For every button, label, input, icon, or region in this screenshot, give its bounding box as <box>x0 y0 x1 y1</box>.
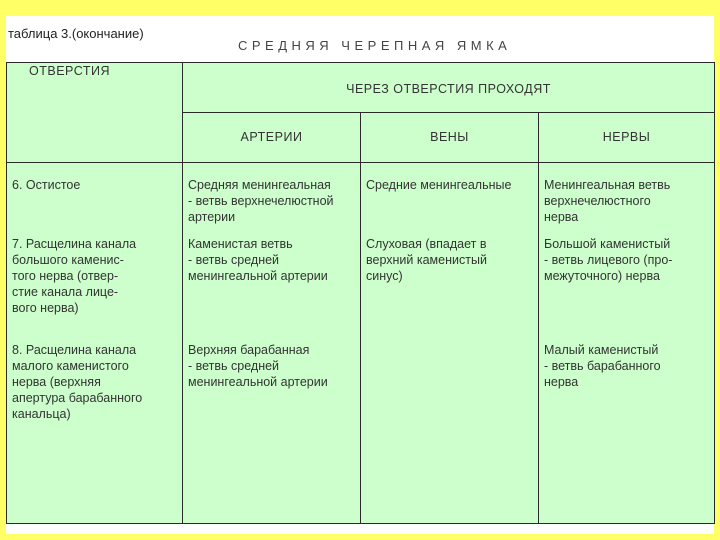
header-openings-cell <box>7 63 183 163</box>
veins-column <box>361 163 539 524</box>
veins-6: Средние менингеальные <box>366 178 512 192</box>
arteries-8: Верхняя барабанная - ветвь средней менингеальной артерии <box>188 343 328 389</box>
table-body-row <box>7 163 715 524</box>
nerves-column <box>539 163 715 524</box>
nerves-7: Большой каменистый - ветвь лицевого (про- межуточного) нерва <box>544 237 673 283</box>
header-arteries: АРТЕРИИ <box>240 130 303 144</box>
openings-column <box>7 163 183 524</box>
table-caption: таблица 3.(окончание) <box>8 26 144 41</box>
arteries-7: Каменистая ветвь - ветвь средней менингеальной артерии <box>188 237 328 283</box>
opening-8: 8. Расщелина канала малого каменистого нерва (верхняя апертура барабанного канальца) <box>12 343 143 421</box>
opening-6: 6. Остистое <box>12 178 81 192</box>
arteries-column <box>183 163 361 524</box>
header-row-1 <box>7 63 715 113</box>
header-veins-cell <box>361 113 539 163</box>
nerves-8: Малый каменистый - ветвь барабанного нерва <box>544 343 661 389</box>
header-passing-through: ЧЕРЕЗ ОТВЕРСТИЯ ПРОХОДЯТ <box>346 82 551 96</box>
table-heading: СРЕДНЯЯ ЧЕРЕПНАЯ ЯМКА <box>238 38 512 53</box>
header-openings: ОТВЕРСТИЯ <box>29 64 110 78</box>
header-nerves-cell <box>539 113 715 163</box>
header-passing-cell <box>183 63 715 113</box>
nerves-6: Менингеальная ветвь верхнечелюстного нерва <box>544 178 671 224</box>
veins-7: Слуховая (впадает в верхний каменистый синус) <box>366 237 487 283</box>
header-arteries-cell <box>183 113 361 163</box>
arteries-6: Средняя менингеальная - ветвь верхнечелюстной артерии <box>188 178 334 224</box>
table-sheet <box>6 16 714 534</box>
header-nerves: НЕРВЫ <box>602 130 651 144</box>
veins-8 <box>366 342 534 442</box>
opening-7: 7. Расщелина канала большого каменис- того нерва (отвер- стие канала лице- вого нерва) <box>12 237 137 315</box>
foramina-table <box>6 62 715 524</box>
header-veins: ВЕНЫ <box>430 130 469 144</box>
